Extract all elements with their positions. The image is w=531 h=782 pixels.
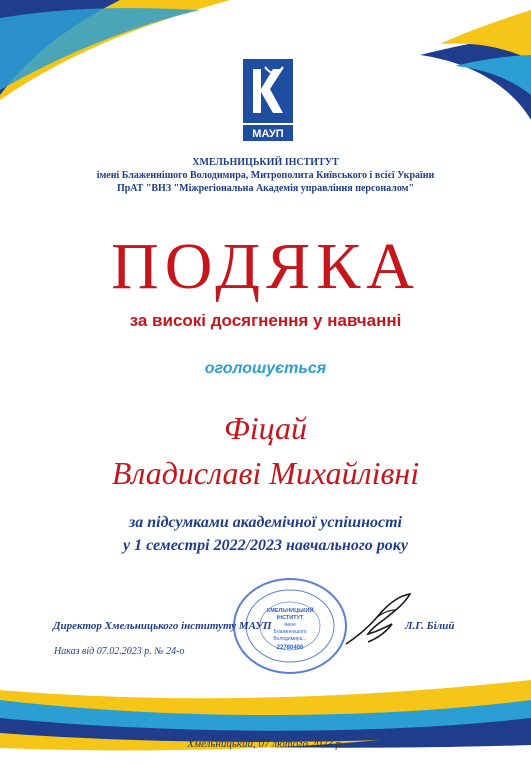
stamp-line-3: імені [284, 622, 296, 628]
stamp-line-4: Блаженнішого [273, 629, 307, 635]
signer-name: Л.Г. Білий [405, 620, 455, 632]
order-number: Наказ від 07.02.2023 р. № 24-о [54, 646, 185, 657]
signature-icon [338, 588, 418, 650]
certificate-subtitle: за високі досягнення у навчанні [129, 311, 402, 330]
logo-text: МАУП [252, 128, 284, 140]
stamp-code: 22780406 [276, 645, 304, 651]
reason-line-2: у 1 семестрі 2022/2023 навчального року [123, 537, 408, 554]
institute-line-2: імені Блаженнішого Володимира, Митрополита Київського і всієї України [96, 170, 435, 181]
announce-text: оголошується [204, 360, 327, 377]
maup-logo-icon [243, 59, 293, 141]
certificate-title: ПОДЯКА [111, 230, 420, 303]
stamp-line-5: Володимира... [273, 636, 307, 642]
reason-line-1: за підсумками академічної успішності [129, 514, 402, 531]
recipient-surname: Фіцай [223, 410, 307, 446]
stamp-line-1: ХМЕЛЬНИЦЬКИЙ [266, 608, 314, 614]
recipient-name: Владиславі Михайлівні [111, 455, 420, 491]
institute-line-1: ХМЕЛЬНИЦЬКИЙ ІНСТИТУТ [192, 157, 339, 168]
institute-line-3: ПрАТ "ВНЗ "Міжрегіональна Академія управління персоналом" [116, 183, 415, 194]
place-date: Хмельницький, 07 лютого 2023 р. [187, 738, 344, 750]
stamp-line-2: ІНСТИТУТ [276, 615, 304, 621]
director-title: Директор Хмельницького інституту МАУП [53, 620, 272, 632]
